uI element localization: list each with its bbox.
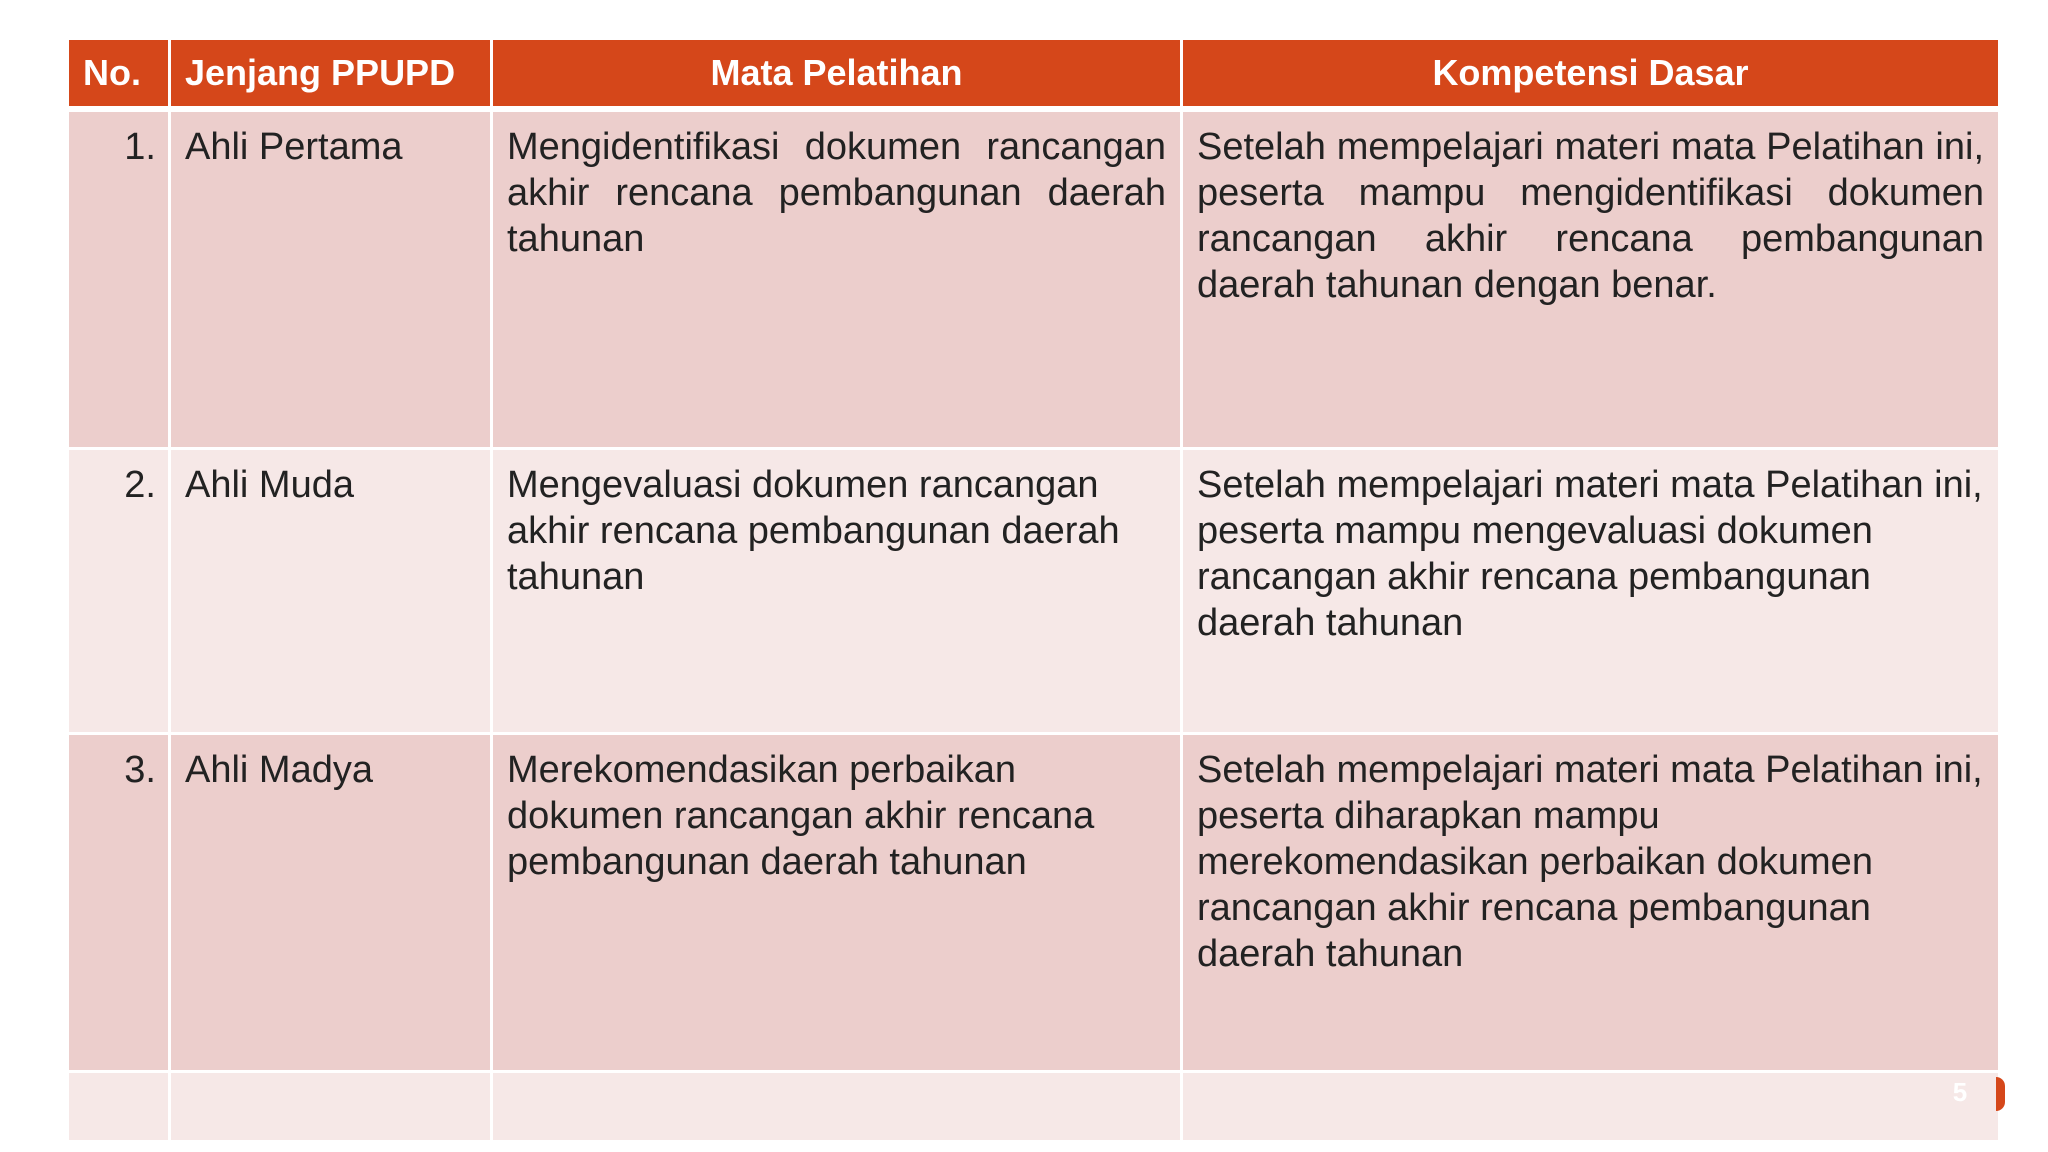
cell-kompetensi-dasar: Setelah mempelajari materi mata Pelatihan ini, peserta mampu mengevaluasi dokumen rancangan akhir rencana pembangunan daerah tahunan xyxy=(1182,449,2000,734)
header-jenjang: Jenjang PPUPD xyxy=(170,39,492,109)
cell-jenjang: Ahli Madya xyxy=(170,734,492,1072)
cell-jenjang: Ahli Muda xyxy=(170,449,492,734)
competency-table xyxy=(66,37,2001,1143)
cell-kompetensi-dasar: Setelah mempelajari materi mata Pelatihan ini, peserta diharapkan mampu merekomendasikan perbaikan dokumen rancangan akhir rencana pembangunan daerah tahunan xyxy=(1182,734,2000,1072)
slide-number-tab xyxy=(1996,1077,2005,1111)
cell-no: 1. xyxy=(68,109,170,449)
header-row xyxy=(68,39,2000,109)
slide-number: 5 xyxy=(1952,1077,1968,1107)
table-header xyxy=(68,39,2000,109)
cell-kompetensi-dasar xyxy=(1182,1072,2000,1142)
cell-mata-pelatihan: Merekomendasikan perbaikan dokumen rancangan akhir rencana pembangunan daerah tahunan xyxy=(492,734,1182,1072)
cell-no: 3. xyxy=(68,734,170,1072)
cell-mata-pelatihan: Mengevaluasi dokumen rancangan akhir rencana pembangunan daerah tahunan xyxy=(492,449,1182,734)
cell-mata-pelatihan: Mengidentifikasi dokumen rancangan akhir rencana pembangunan daerah tahunan xyxy=(492,109,1182,449)
cell-no: 2. xyxy=(68,449,170,734)
table-row xyxy=(68,449,2000,734)
table-row xyxy=(68,109,2000,449)
table-body xyxy=(68,109,2000,1142)
cell-no xyxy=(68,1072,170,1142)
table-row-empty xyxy=(68,1072,2000,1142)
header-no: No. xyxy=(68,39,170,109)
header-mata-pelatihan: Mata Pelatihan xyxy=(492,39,1182,109)
header-kompetensi-dasar: Kompetensi Dasar xyxy=(1182,39,2000,109)
table-row xyxy=(68,734,2000,1072)
cell-jenjang xyxy=(170,1072,492,1142)
cell-jenjang: Ahli Pertama xyxy=(170,109,492,449)
cell-mata-pelatihan xyxy=(492,1072,1182,1142)
cell-kompetensi-dasar: Setelah mempelajari materi mata Pelatihan ini, peserta mampu mengidentifikasi dokumen rancangan akhir rencana pembangunan daerah tahunan dengan benar. xyxy=(1182,109,2000,449)
